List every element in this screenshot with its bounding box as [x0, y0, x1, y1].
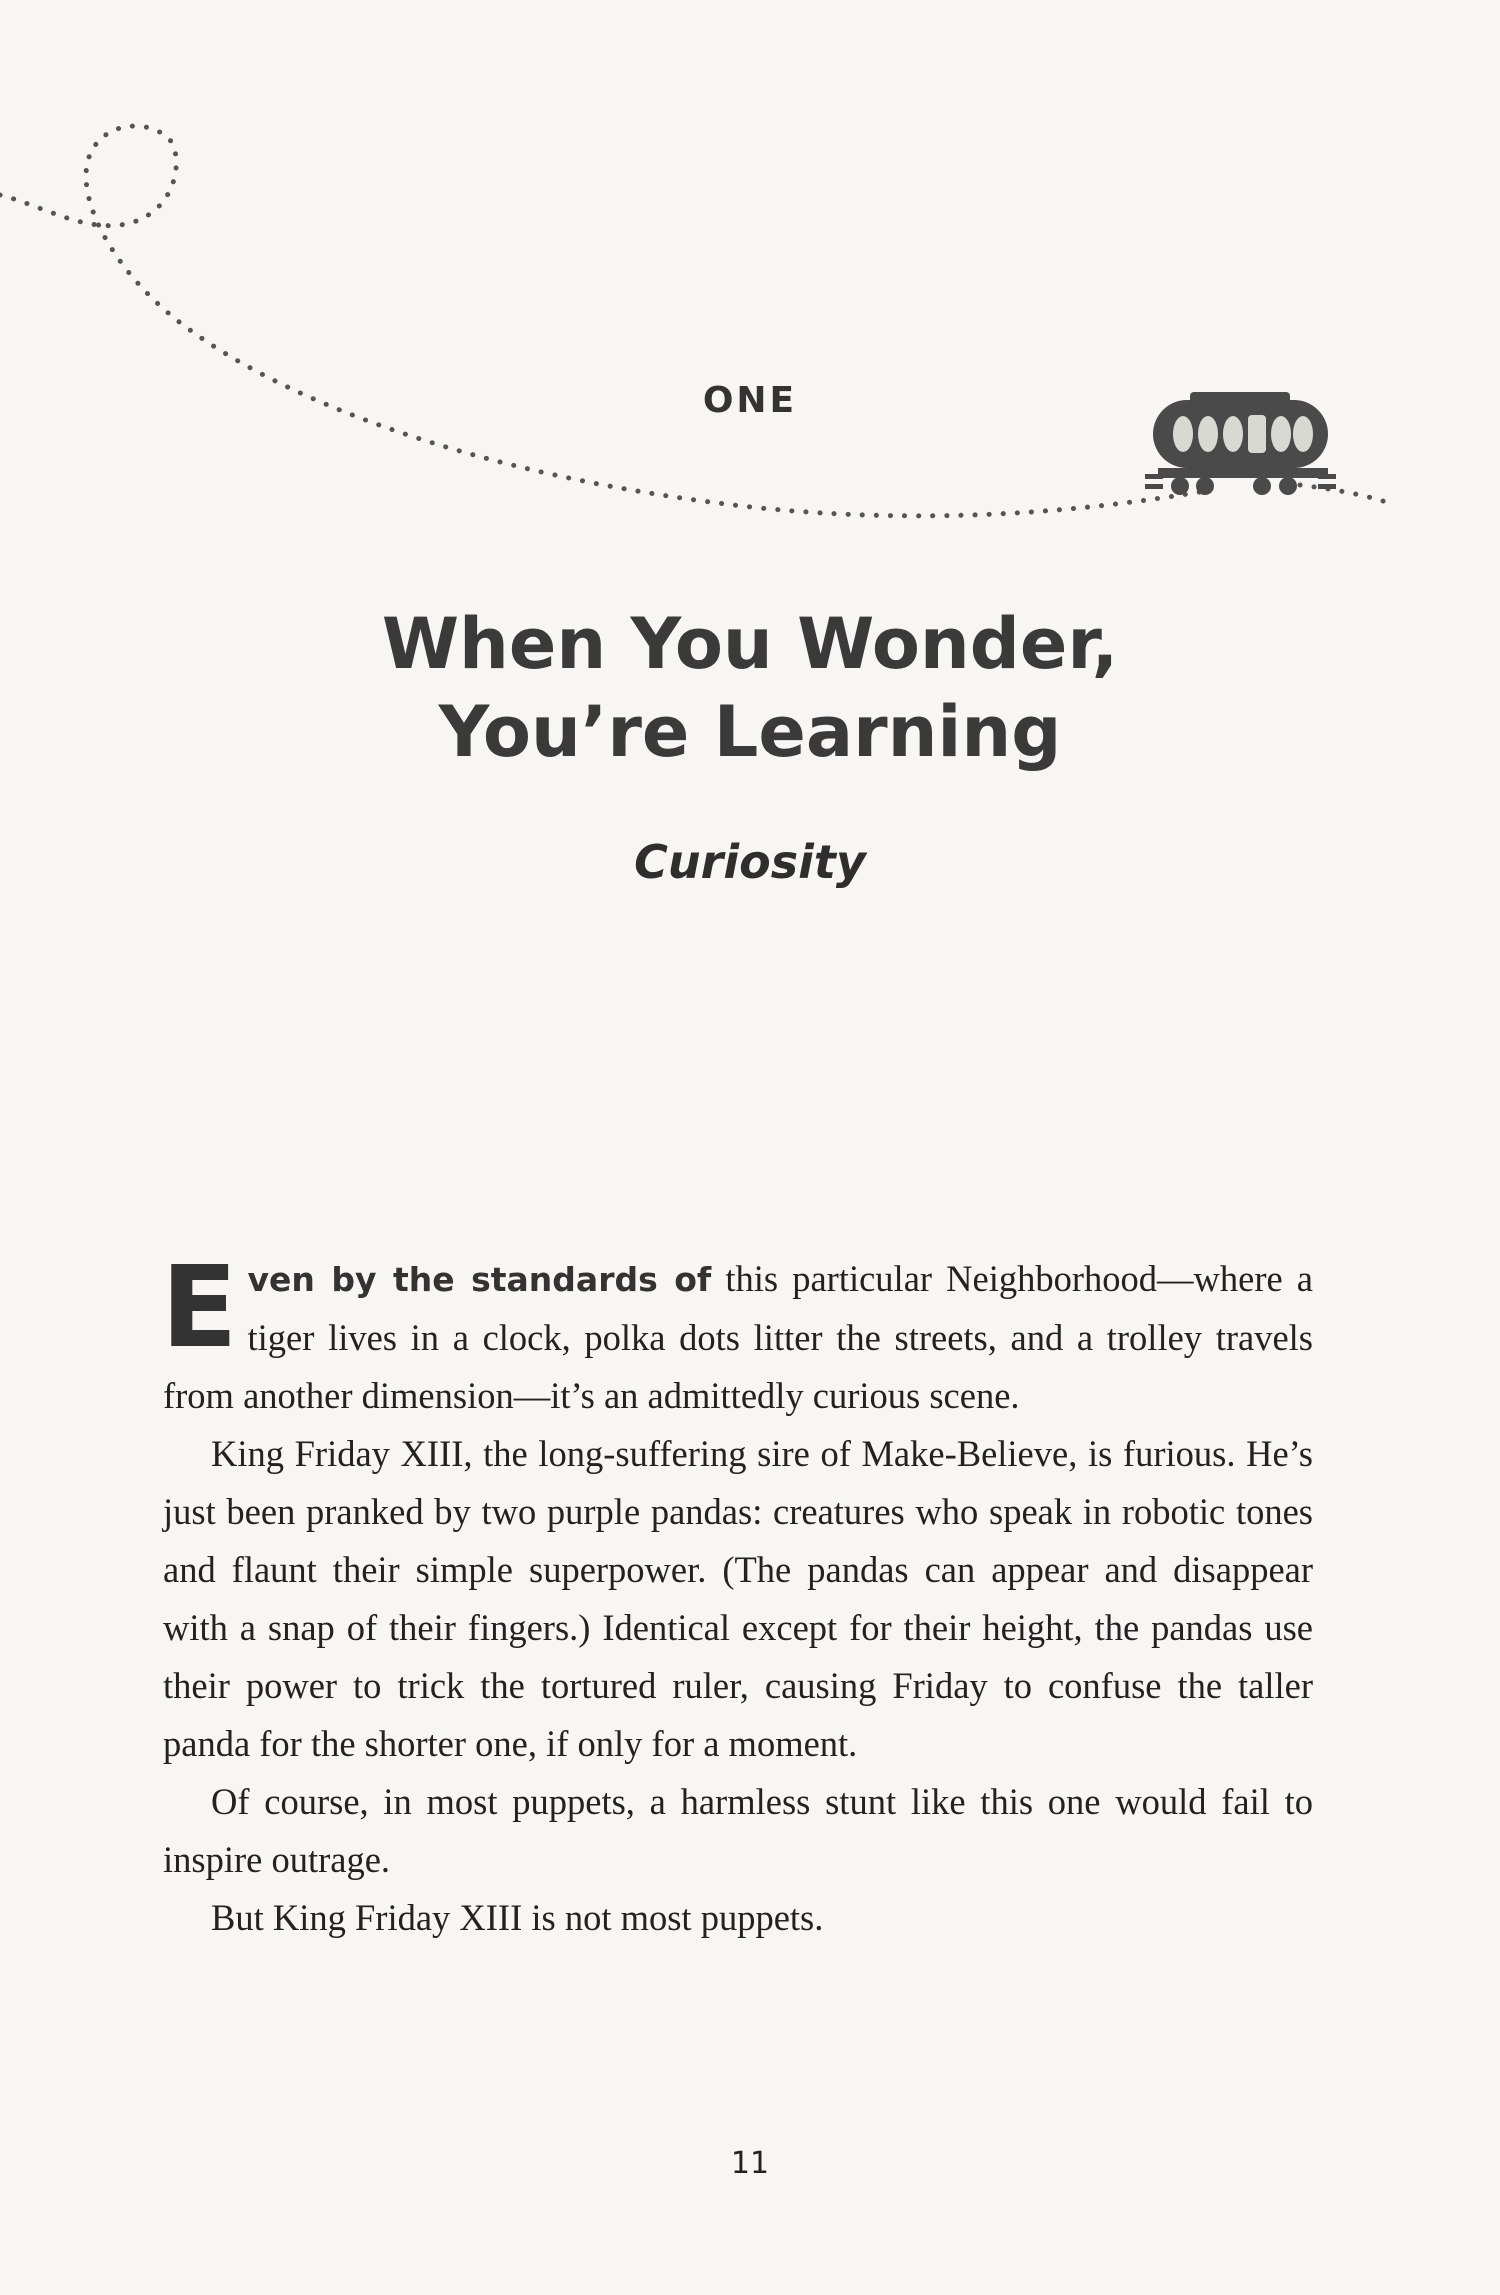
chapter-number: ONE	[702, 380, 798, 421]
chapter-body	[161, 1243, 1314, 1947]
chapter-subtitle: Curiosity	[634, 835, 866, 889]
chapter-title-line-2: You’re Learning	[438, 691, 1062, 773]
paragraph-4: But King Friday XIII is not most puppets.	[211, 1897, 824, 1938]
page-number: 11	[730, 2146, 770, 2181]
paragraph-1	[161, 1243, 1314, 1425]
chapter-title	[0, 600, 1500, 776]
lead-in-text: ven by the standards of	[247, 1260, 712, 1299]
drop-cap: E	[161, 1243, 238, 1373]
dotted-trolley-path-decoration	[0, 0, 1500, 560]
paragraph-2: King Friday XIII, the long-suffering sire of Make-Believe, is furious. He’s just been pranked by two purple pandas: creatures who speak in robotic tones and flaunt their simple superpower. (The pandas can appear and disappear with a snap of their fingers.) Identical except for their height, the pandas use their power to trick the tortured ruler, causing Friday to confuse the taller panda for the shorter one, if only for a moment.	[163, 1433, 1313, 1764]
paragraph-3: Of course, in most puppets, a harmless stunt like this one would fail to inspire outrage.	[163, 1781, 1313, 1880]
dotted-trail-end	[1300, 485, 1395, 505]
chapter-title-line-1: When You Wonder,	[381, 603, 1119, 685]
dotted-loop-path	[0, 126, 1200, 516]
paragraph-1-text: this particular Neighborhood—where a tiger lives in a clock, polka dots litter the streets, and a trolley travels from another dimension—it’s an admittedly curious scene.	[163, 1258, 1314, 1416]
